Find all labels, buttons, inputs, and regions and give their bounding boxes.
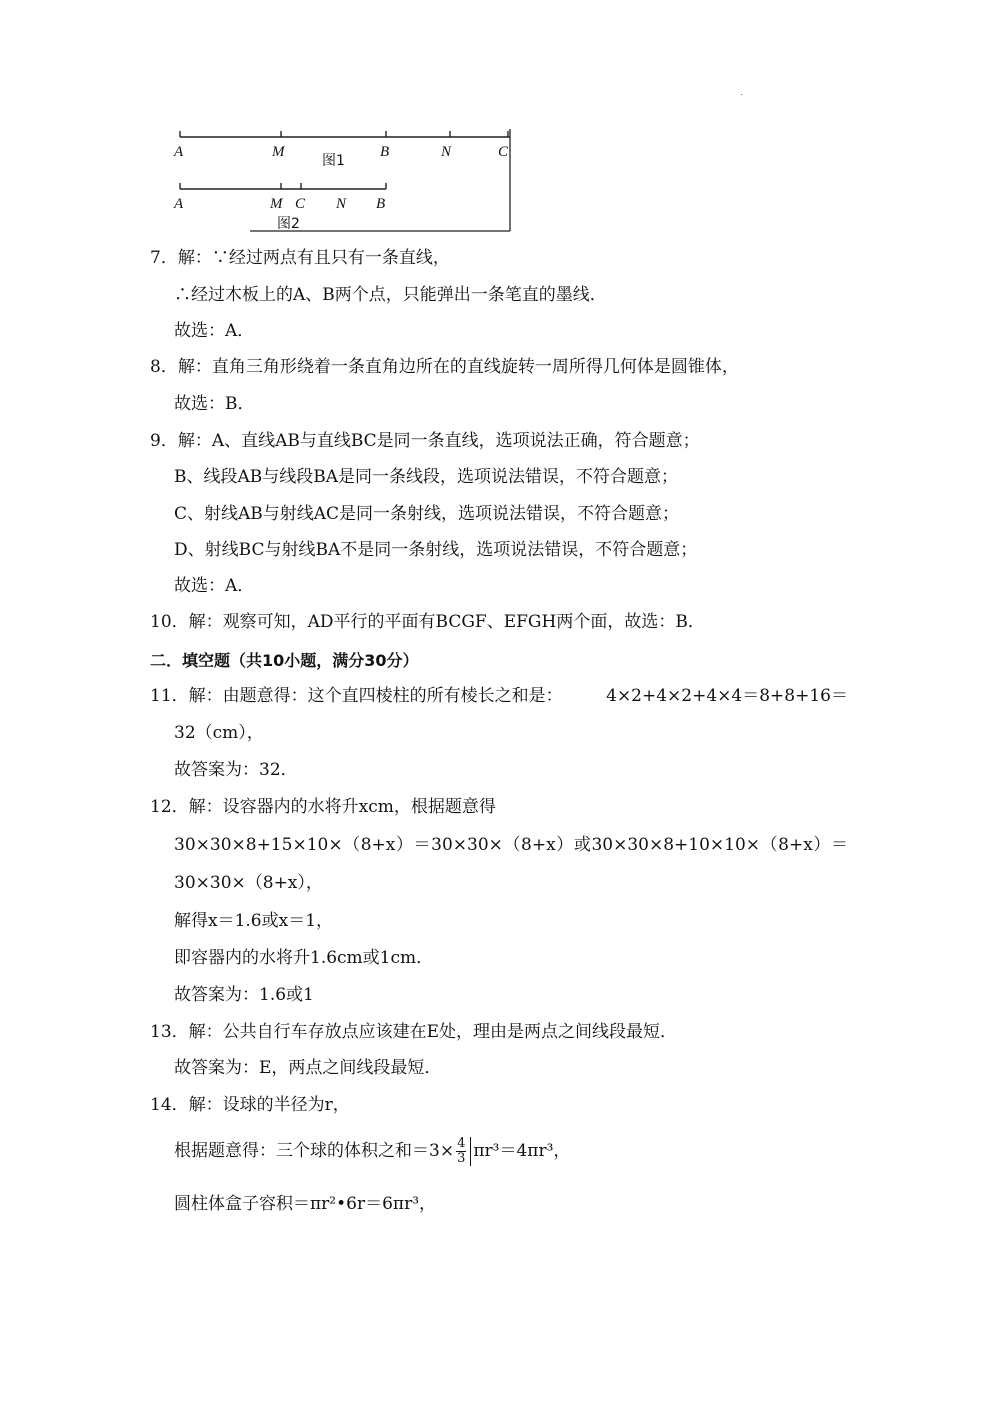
answer-14-cylinder-volume: 圆柱体盒子容积＝πr²•6r＝6πr³， bbox=[174, 1194, 437, 1214]
eq-part: 8+x bbox=[360, 835, 396, 855]
fraction-numerator: 4 bbox=[457, 1136, 466, 1151]
answer-14-line-1: 14．解：设球的半径为r， bbox=[150, 1095, 350, 1115]
answer-9-choice: 故选：A． bbox=[174, 576, 255, 596]
answer-7-choice: 故选：A． bbox=[174, 321, 255, 341]
eq-part: 或 bbox=[573, 835, 591, 855]
fig1-caption: 图1 bbox=[322, 153, 345, 169]
answer-11-answer: 故答案为：32． bbox=[174, 760, 298, 780]
eq-part: ） bbox=[395, 835, 413, 855]
fraction-four-thirds bbox=[456, 1137, 471, 1166]
answer-12-equation bbox=[174, 834, 848, 856]
eq-part: 30×30×8+10×10× bbox=[591, 835, 761, 855]
fig2-label-A: A bbox=[174, 196, 184, 212]
eq-part: （ bbox=[503, 835, 521, 855]
fig2-label-N: N bbox=[336, 196, 347, 212]
eq-part: ） bbox=[556, 835, 574, 855]
eq-part: 8+x bbox=[521, 835, 556, 855]
volume-sum-result: πr³＝4πr³， bbox=[473, 1141, 571, 1161]
eq-part: ） bbox=[813, 835, 831, 855]
fig2-label-M: M bbox=[270, 196, 283, 212]
answer-12-line-1: 12．解：设容器内的水将升xcm，根据题意得 bbox=[150, 797, 496, 817]
eq-part: 8+x bbox=[778, 835, 813, 855]
answer-11-line-1 bbox=[150, 685, 848, 707]
eq-part: （ bbox=[760, 835, 778, 855]
answer-11-text: 11．解：由题意得：这个直四棱柱的所有棱长之和是： bbox=[150, 686, 563, 706]
answer-12-solution: 解得x＝1.6或x＝1， bbox=[174, 911, 334, 931]
answer-9-option-a: 9．解：A、直线AB与直线BC是同一条直线，选项说法正确，符合题意； bbox=[150, 431, 700, 451]
answer-9-option-c: C、射线AB与射线AC是同一条射线，选项说法错误，不符合题意； bbox=[174, 504, 680, 524]
eq-part: 30×30× bbox=[431, 835, 503, 855]
fig1-label-A: A bbox=[174, 144, 184, 160]
answer-10: 10．解：观察可知，AD平行的平面有BCGF、EFGH两个面，故选：B． bbox=[150, 612, 705, 632]
section-heading: 二．填空题（共10小题，满分30分） bbox=[150, 651, 419, 670]
answer-7-line-1: 7．解：∵经过两点有且只有一条直线， bbox=[150, 248, 450, 268]
fig1-label-B: B bbox=[380, 144, 390, 160]
answer-11-formula: 4×2+4×2+4×4＝8+8+16＝ bbox=[606, 686, 848, 706]
answer-14-volume-sum bbox=[174, 1134, 570, 1168]
fraction-denominator: 3 bbox=[457, 1151, 466, 1166]
fig1-label-C: C bbox=[498, 144, 509, 160]
line-segment-figure bbox=[170, 125, 515, 233]
eq-part: ＝ bbox=[830, 835, 848, 855]
answer-7-line-2: ∴经过木板上的A、B两个点，只能弹出一条笔直的墨线． bbox=[174, 285, 607, 305]
volume-sum-text: 根据题意得：三个球的体积之和＝3× bbox=[174, 1141, 455, 1161]
answer-12-line-3: 30×30×（8+x）， bbox=[174, 873, 323, 893]
answer-12-answer: 故答案为：1.6或1 bbox=[174, 985, 314, 1005]
fig2-caption: 图2 bbox=[277, 216, 300, 232]
corner-mark: . bbox=[740, 88, 743, 97]
eq-part: （ bbox=[343, 835, 361, 855]
answer-8-choice: 故选：B． bbox=[174, 394, 255, 414]
fig1-label-N: N bbox=[441, 144, 452, 160]
eq-part: ＝ bbox=[413, 835, 431, 855]
answer-11-line-2: 32（cm）， bbox=[174, 723, 264, 743]
fig2-label-C: C bbox=[295, 196, 306, 212]
answer-13-line-1: 13．解：公共自行车存放点应该建在E处，理由是两点之间线段最短． bbox=[150, 1022, 678, 1042]
answer-13-answer: 故答案为：E，两点之间线段最短． bbox=[174, 1058, 442, 1078]
answer-9-option-b: B、线段AB与线段BA是同一条线段，选项说法错误，不符合题意； bbox=[174, 467, 679, 487]
fig1-label-M: M bbox=[272, 144, 285, 160]
answer-8-line-1: 8．解：直角三角形绕着一条直角边所在的直线旋转一周所得几何体是圆锥体， bbox=[150, 357, 739, 377]
fig2-label-B: B bbox=[376, 196, 386, 212]
eq-part: 30×30×8+15×10× bbox=[174, 835, 343, 855]
answer-9-option-d: D、射线BC与射线BA不是同一条射线，选项说法错误，不符合题意； bbox=[174, 540, 698, 560]
answer-12-conclusion: 即容器内的水将升1.6cm或1cm． bbox=[174, 948, 434, 968]
